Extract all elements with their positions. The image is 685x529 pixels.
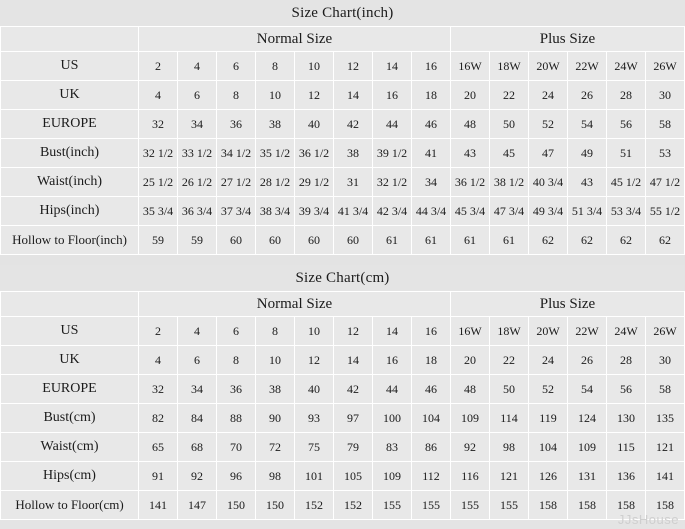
cell: 104	[529, 433, 568, 462]
row-label-hollow-to-floor: Hollow to Floor(inch)	[1, 226, 139, 255]
cell: 121	[490, 462, 529, 491]
table-row	[1, 346, 685, 375]
cell: 48	[451, 110, 490, 139]
cell: 155	[373, 491, 412, 520]
table-row	[1, 52, 685, 81]
cell: 59	[139, 226, 178, 255]
cell: 158	[529, 491, 568, 520]
cell: 34	[178, 375, 217, 404]
cell: 16W	[451, 317, 490, 346]
cell: 60	[217, 226, 256, 255]
cell: 22	[490, 81, 529, 110]
cell: 39 1/2	[373, 139, 412, 168]
cell: 26	[568, 346, 607, 375]
cell: 126	[529, 462, 568, 491]
cell: 60	[256, 226, 295, 255]
cell: 18	[412, 346, 451, 375]
cell: 41 3/4	[334, 197, 373, 226]
cell: 24W	[607, 52, 646, 81]
cell: 18W	[490, 52, 529, 81]
cell: 24W	[607, 317, 646, 346]
cell: 43	[451, 139, 490, 168]
cell: 10	[295, 317, 334, 346]
row-label-europe: EUROPE	[1, 110, 139, 139]
row-label-uk: UK	[1, 81, 139, 110]
cell: 72	[256, 433, 295, 462]
cell: 14	[373, 317, 412, 346]
cell: 62	[607, 226, 646, 255]
size-table-inch	[0, 26, 685, 255]
cell: 30	[646, 81, 685, 110]
size-chart-inch	[0, 0, 685, 255]
cell: 46	[412, 110, 451, 139]
cell: 12	[334, 317, 373, 346]
cell: 16W	[451, 52, 490, 81]
cell: 28	[607, 346, 646, 375]
cell: 84	[178, 404, 217, 433]
cell: 155	[412, 491, 451, 520]
cell: 20W	[529, 317, 568, 346]
cell: 33 1/2	[178, 139, 217, 168]
cell: 60	[334, 226, 373, 255]
cell: 47 3/4	[490, 197, 529, 226]
cell: 79	[334, 433, 373, 462]
cell: 22W	[568, 317, 607, 346]
table-row	[1, 404, 685, 433]
cell: 88	[217, 404, 256, 433]
table-row	[1, 110, 685, 139]
cell: 150	[217, 491, 256, 520]
cell: 18W	[490, 317, 529, 346]
cell: 92	[178, 462, 217, 491]
cell: 51	[607, 139, 646, 168]
cell: 12	[295, 81, 334, 110]
table-row	[1, 226, 685, 255]
cell: 104	[412, 404, 451, 433]
cell: 119	[529, 404, 568, 433]
cell: 109	[451, 404, 490, 433]
cell: 49	[568, 139, 607, 168]
cell: 8	[217, 81, 256, 110]
row-label-waist: Waist(inch)	[1, 168, 139, 197]
cell: 121	[646, 433, 685, 462]
cell: 51 3/4	[568, 197, 607, 226]
cell: 36 3/4	[178, 197, 217, 226]
row-label-us: US	[1, 317, 139, 346]
cell: 82	[139, 404, 178, 433]
cell: 39 3/4	[295, 197, 334, 226]
cell: 45	[490, 139, 529, 168]
cell: 131	[568, 462, 607, 491]
cell: 109	[373, 462, 412, 491]
cell: 32	[139, 110, 178, 139]
cell: 158	[607, 491, 646, 520]
cell: 37 3/4	[217, 197, 256, 226]
table-row	[1, 375, 685, 404]
row-label-bust: Bust(cm)	[1, 404, 139, 433]
cell: 61	[490, 226, 529, 255]
page-title-inch: Size Chart(inch)	[291, 5, 394, 21]
cell: 47	[529, 139, 568, 168]
cell: 62	[646, 226, 685, 255]
cell: 55 1/2	[646, 197, 685, 226]
watermark: JJsHouse	[617, 512, 679, 527]
cell: 16	[373, 81, 412, 110]
cell: 16	[373, 346, 412, 375]
table-group-header-row	[1, 27, 685, 52]
cell: 53	[646, 139, 685, 168]
cell: 38 3/4	[256, 197, 295, 226]
cell: 40	[295, 375, 334, 404]
row-label-europe: EUROPE	[1, 375, 139, 404]
cell: 59	[178, 226, 217, 255]
cell: 91	[139, 462, 178, 491]
cell: 12	[334, 52, 373, 81]
cell: 40	[295, 110, 334, 139]
cell: 41	[412, 139, 451, 168]
cell: 61	[373, 226, 412, 255]
cell: 12	[295, 346, 334, 375]
cell: 31	[334, 168, 373, 197]
cell: 4	[178, 52, 217, 81]
cell: 58	[646, 110, 685, 139]
table-row	[1, 462, 685, 491]
row-label-uk: UK	[1, 346, 139, 375]
cell: 16	[412, 52, 451, 81]
cell: 6	[217, 317, 256, 346]
cell: 114	[490, 404, 529, 433]
cell: 14	[373, 52, 412, 81]
cell: 8	[256, 52, 295, 81]
row-label-hollow-to-floor: Hollow to Floor(cm)	[1, 491, 139, 520]
cell: 136	[607, 462, 646, 491]
cell: 56	[607, 375, 646, 404]
cell: 35 3/4	[139, 197, 178, 226]
size-chart-cm	[0, 265, 685, 520]
group-header-normal-size: Normal Size	[139, 27, 451, 52]
cell: 155	[451, 491, 490, 520]
cell: 65	[139, 433, 178, 462]
table-group-header-row	[1, 292, 685, 317]
cell: 18	[412, 81, 451, 110]
cell: 34	[178, 110, 217, 139]
cell: 101	[295, 462, 334, 491]
cell: 38	[334, 139, 373, 168]
cell: 112	[412, 462, 451, 491]
cell: 20	[451, 346, 490, 375]
cell: 2	[139, 52, 178, 81]
cell: 27 1/2	[217, 168, 256, 197]
cell: 92	[451, 433, 490, 462]
cell: 26	[568, 81, 607, 110]
chart-divider	[0, 255, 685, 265]
table-row	[1, 491, 685, 520]
cell: 32	[139, 375, 178, 404]
cell: 155	[490, 491, 529, 520]
cell: 135	[646, 404, 685, 433]
cell: 147	[178, 491, 217, 520]
cell: 60	[295, 226, 334, 255]
cell: 141	[139, 491, 178, 520]
cell: 42	[334, 110, 373, 139]
cell: 48	[451, 375, 490, 404]
cell: 20W	[529, 52, 568, 81]
cell: 26W	[646, 317, 685, 346]
cell: 152	[295, 491, 334, 520]
cell: 45 1/2	[607, 168, 646, 197]
cell: 45 3/4	[451, 197, 490, 226]
cell: 36	[217, 375, 256, 404]
cell: 47 1/2	[646, 168, 685, 197]
cell: 158	[646, 491, 685, 520]
table-row	[1, 81, 685, 110]
cell: 141	[646, 462, 685, 491]
cell: 70	[217, 433, 256, 462]
cell: 40 3/4	[529, 168, 568, 197]
cell: 50	[490, 110, 529, 139]
group-header-plus-size: Plus Size	[451, 27, 685, 52]
row-label-hips: Hips(cm)	[1, 462, 139, 491]
cell: 96	[217, 462, 256, 491]
table-row	[1, 197, 685, 226]
cell: 68	[178, 433, 217, 462]
cell: 61	[412, 226, 451, 255]
cell: 24	[529, 81, 568, 110]
table-row	[1, 433, 685, 462]
cell: 61	[451, 226, 490, 255]
cell: 10	[256, 81, 295, 110]
cell: 86	[412, 433, 451, 462]
row-label-bust: Bust(inch)	[1, 139, 139, 168]
cell: 98	[490, 433, 529, 462]
cell: 42	[334, 375, 373, 404]
cell: 152	[334, 491, 373, 520]
page-title-cm: Size Chart(cm)	[295, 270, 390, 286]
cell: 44	[373, 110, 412, 139]
cell: 46	[412, 375, 451, 404]
table-row	[1, 317, 685, 346]
cell: 10	[256, 346, 295, 375]
cell: 4	[139, 81, 178, 110]
cell: 4	[139, 346, 178, 375]
cell: 22W	[568, 52, 607, 81]
cell: 115	[607, 433, 646, 462]
table-row	[1, 139, 685, 168]
cell: 8	[256, 317, 295, 346]
cell: 30	[646, 346, 685, 375]
cell: 43	[568, 168, 607, 197]
cell: 62	[568, 226, 607, 255]
group-header-blank	[1, 27, 139, 52]
cell: 116	[451, 462, 490, 491]
row-label-us: US	[1, 52, 139, 81]
cell: 36 1/2	[451, 168, 490, 197]
cell: 124	[568, 404, 607, 433]
cell: 26 1/2	[178, 168, 217, 197]
cell: 6	[178, 346, 217, 375]
cell: 34	[412, 168, 451, 197]
cell: 14	[334, 346, 373, 375]
table-row	[1, 168, 685, 197]
cell: 100	[373, 404, 412, 433]
cell: 54	[568, 110, 607, 139]
cell: 14	[334, 81, 373, 110]
cell: 26W	[646, 52, 685, 81]
cell: 130	[607, 404, 646, 433]
group-header-blank	[1, 292, 139, 317]
cell: 52	[529, 110, 568, 139]
cell: 42 3/4	[373, 197, 412, 226]
cell: 16	[412, 317, 451, 346]
cell: 29 1/2	[295, 168, 334, 197]
cell: 90	[256, 404, 295, 433]
cell: 25 1/2	[139, 168, 178, 197]
group-header-normal-size: Normal Size	[139, 292, 451, 317]
cell: 56	[607, 110, 646, 139]
cell: 20	[451, 81, 490, 110]
cell: 8	[217, 346, 256, 375]
cell: 36 1/2	[295, 139, 334, 168]
cell: 97	[334, 404, 373, 433]
cell: 4	[178, 317, 217, 346]
size-table-cm	[0, 291, 685, 520]
cell: 6	[217, 52, 256, 81]
cell: 32 1/2	[373, 168, 412, 197]
cell: 34 1/2	[217, 139, 256, 168]
row-label-hips: Hips(inch)	[1, 197, 139, 226]
cell: 52	[529, 375, 568, 404]
cell: 83	[373, 433, 412, 462]
cell: 35 1/2	[256, 139, 295, 168]
group-header-plus-size: Plus Size	[451, 292, 685, 317]
cell: 38 1/2	[490, 168, 529, 197]
cell: 49 3/4	[529, 197, 568, 226]
cell: 36	[217, 110, 256, 139]
cell: 28	[607, 81, 646, 110]
cell: 10	[295, 52, 334, 81]
row-label-waist: Waist(cm)	[1, 433, 139, 462]
cell: 32 1/2	[139, 139, 178, 168]
cell: 109	[568, 433, 607, 462]
cell: 2	[139, 317, 178, 346]
cell: 62	[529, 226, 568, 255]
cell: 158	[568, 491, 607, 520]
cell: 22	[490, 346, 529, 375]
cell: 28 1/2	[256, 168, 295, 197]
cell: 44	[373, 375, 412, 404]
cell: 93	[295, 404, 334, 433]
cell: 54	[568, 375, 607, 404]
cell: 38	[256, 110, 295, 139]
cell: 105	[334, 462, 373, 491]
cell: 24	[529, 346, 568, 375]
cell: 53 3/4	[607, 197, 646, 226]
cell: 44 3/4	[412, 197, 451, 226]
cell: 58	[646, 375, 685, 404]
cell: 150	[256, 491, 295, 520]
cell: 50	[490, 375, 529, 404]
cell: 75	[295, 433, 334, 462]
cell: 6	[178, 81, 217, 110]
cell: 38	[256, 375, 295, 404]
cell: 98	[256, 462, 295, 491]
